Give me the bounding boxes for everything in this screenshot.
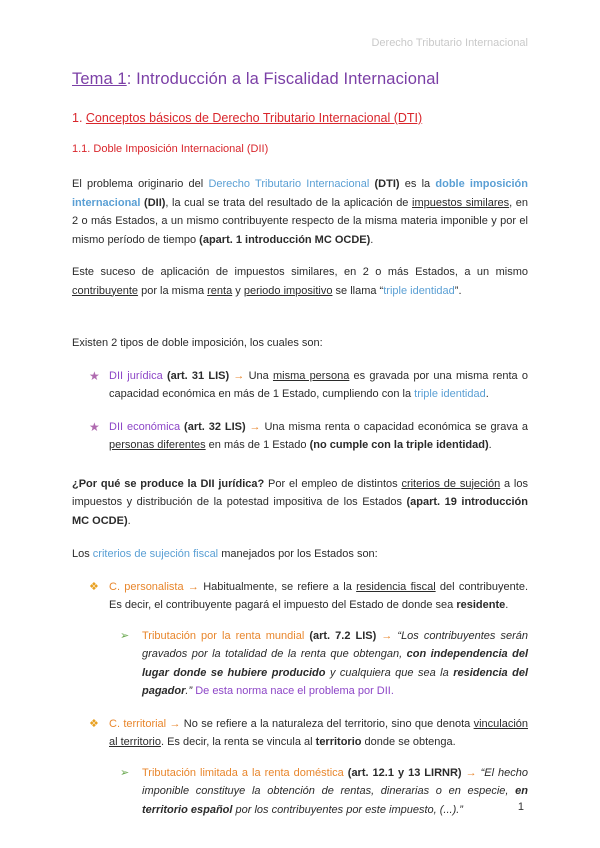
list-item-dii-juridica: ★ DII jurídica (art. 31 LIS) → Una misma persona es gravada por una misma renta o capacidad económica en más de 1 Estado, cumpliendo con la triple identidad. <box>89 368 528 400</box>
subsection-heading: 1.1. Doble Imposición Internacional (DII) <box>72 143 269 155</box>
arrowhead-icon: ➢ <box>120 629 130 642</box>
term-dii: doble imposición internacional <box>72 178 528 209</box>
star-icon: ★ <box>89 419 100 434</box>
paragraph-why-dii: ¿Por qué se produce la DII jurídica? Por el empleo de distintos criterios de sujeción a los impuestos y distribución de la potestad impositiva de los Estados (apart. 19 introducción MC OCDE). <box>72 477 528 527</box>
chapter-number: Tema 1 <box>72 70 127 88</box>
term-triple-identidad: triple identidad <box>383 284 455 297</box>
paragraph-triple-identity: Este suceso de aplicación de impuestos similares, en 2 o más Estados, a un mismo contribuyente por la misma renta y periodo impositivo se llama “triple identidad”. <box>72 266 528 297</box>
chapter-name: : Introducción a la Fiscalidad Internacional <box>126 70 440 88</box>
paragraph-types-intro: Existen 2 tipos de doble imposición, los cuales son: <box>72 337 323 349</box>
section-title: Conceptos básicos de Derecho Tributario Internacional (DTI) <box>85 111 423 125</box>
list-item-dii-economica: ★ DII económica (art. 32 LIS) → Una misma renta o capacidad económica se grava a personas diferentes en más de 1 Estado (no cumple con la triple identidad). <box>89 419 528 451</box>
paragraph-criteria-intro: Los criterios de sujeción fiscal manejados por los Estados son: <box>72 548 378 560</box>
arrowhead-icon: ➢ <box>120 766 130 779</box>
diamond-icon: ❖ <box>89 717 99 730</box>
page-number: 1 <box>517 801 524 813</box>
star-icon: ★ <box>89 368 100 383</box>
page-content <box>72 70 528 819</box>
list-item-criterio-territorial: ❖ C. territorial → No se refiere a la naturaleza del territorio, sino que denota vinculación al territorio. Es decir, la renta se vincula al territorio donde se obtenga. <box>72 715 528 752</box>
sublist-item-renta-domestica: ➢ Tributación limitada a la renta doméstica (art. 12.1 y 13 LIRNR) → “El hecho imponible constituye la obtención de rentas, dinerarias o en especie, en territorio español por los contribuyentes por este impuesto, (...).” <box>72 764 528 820</box>
section-heading <box>72 111 528 125</box>
diamond-icon: ❖ <box>89 580 99 593</box>
question-text: ¿Por qué se produce la DII jurídica? <box>72 477 265 490</box>
list-item-criterio-personalista: ❖ C. personalista → Habitualmente, se refiere a la residencia fiscal del contribuyente. Es decir, el contribuyente pagará el impuesto del Estado de donde sea residente. <box>72 578 528 615</box>
chapter-title <box>72 70 528 89</box>
term-dti: Derecho Tributario Internacional <box>208 178 370 190</box>
sublist-item-renta-mundial: ➢ Tributación por la renta mundial (art. 7.2 LIS) → “Los contribuyentes serán gravados por la totalidad de la renta que obtengan, con independencia del lugar donde se hubiere producido y cualquiera que sea la residencia del pagador.” De esta norma nace el problema por DII. <box>72 627 528 701</box>
section-number: 1. <box>72 111 86 125</box>
running-header: Derecho Tributario Internacional <box>371 37 528 49</box>
legal-reference: (apart. 1 introducción MC OCDE) <box>199 233 371 246</box>
paragraph-definition: El problema originario del Derecho Tributario Internacional (DTI) es la doble imposición internacional (DII), la cual se trata del resultado de la aplicación de impuestos similares, en 2 o más Estados, a un mismo contribuyente respecto de la misma materia imponible y por el mismo período de tiempo (apart. 1 introducción MC OCDE). <box>72 178 528 246</box>
note-text: De esta norma nace el problema por DII. <box>192 685 394 697</box>
